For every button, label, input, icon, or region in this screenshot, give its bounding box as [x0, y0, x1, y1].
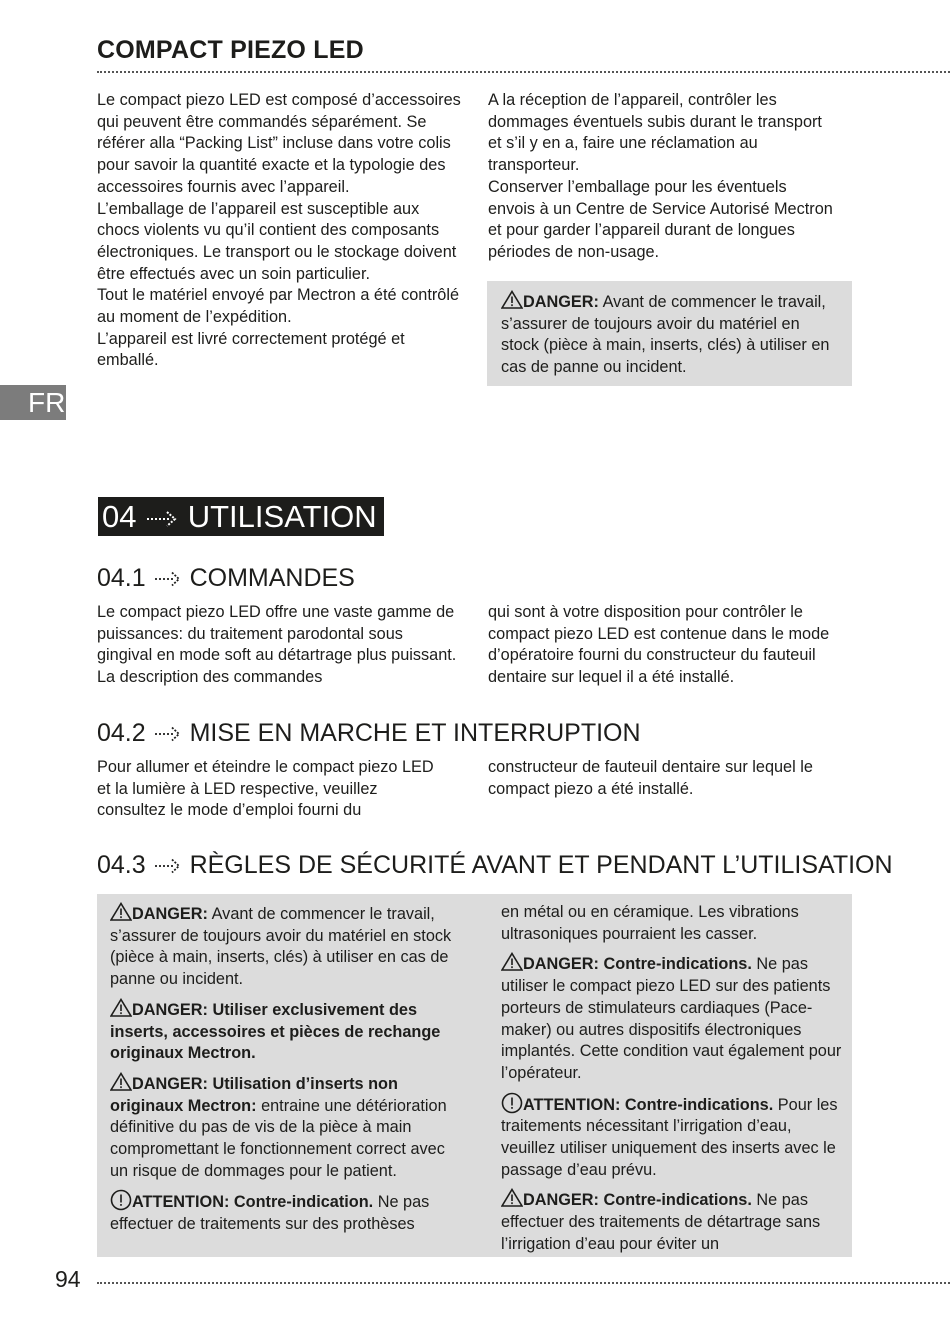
warning-icon: [501, 290, 523, 309]
intro-left-column: [97, 90, 462, 372]
mise-en-marche-right-text: constructeur de fauteuil dentaire sur lequel le compact piezo a été installé.: [488, 758, 813, 798]
notice-label: ATTENTION: Contre-indications.: [523, 1095, 774, 1114]
notice-text: entraine une détérioration définitive du pas de vis de la pièce à main compromettant le fonctionnement correct avec un risque de dommages pour le patient.: [110, 1096, 447, 1180]
section-header-bar: [98, 497, 384, 536]
intro-paragraph: L’appareil est livré correctement protégé et emballé.: [97, 329, 405, 370]
commandes-right-text: qui sont à votre disposition pour contrôler le compact piezo LED est contenue dans le mode d’opératoire fourni du constructeur du fauteuil dentaire sur lequel il a été installé.: [488, 603, 830, 687]
subsection-number: 04.2: [97, 719, 146, 747]
commandes-left-text: Le compact piezo LED offre une vaste gamme de puissances: du traitement parodontal sous gingival en mode soft au détartrage plus puissant. La description des commandes: [97, 603, 457, 687]
language-tab: FR: [0, 385, 66, 420]
intro-paragraph: Conserver l’emballage pour les éventuels envois à un Centre de Service Autorisé Mectron et pour garder l’appareil durant de longues périodes de non-usage.: [488, 177, 833, 261]
safety-rules-left-column: [110, 902, 455, 1243]
intro-paragraph: A la réception de l’appareil, contrôler les dommages éventuels subis durant le transport et s’il y en a, faire une réclamation au transporteur.: [488, 91, 822, 175]
notice-text: en métal ou en céramique. Les vibrations ultrasoniques pourraient les casser.: [501, 903, 799, 943]
notice-text: Avant de commencer le travail, s’assurer de toujours avoir du matériel en stock (pièce à main, inserts, clés) à utiliser en cas de panne ou incident.: [110, 905, 452, 989]
danger-notice-box: [487, 281, 852, 386]
dotted-arrow-icon: [153, 724, 183, 744]
danger-notice: [501, 952, 846, 1084]
notice-label: DANGER: Contre-indications.: [523, 1191, 752, 1210]
notice-text: Ne pas effectuer de traitements sur des prothèses: [110, 1193, 430, 1234]
subsection-title: MISE EN MARCHE ET INTERRUPTION: [189, 719, 641, 747]
notice-label: DANGER: Utilisation d’inserts non originaux Mectron:: [110, 1074, 398, 1115]
danger-notice: [501, 290, 841, 379]
warning-icon: [110, 1072, 132, 1091]
notice-label: DANGER: Utiliser exclusivement des inserts, accessoires et pièces de rechange originaux Mectron.: [110, 1000, 441, 1063]
danger-notice: [110, 998, 455, 1065]
notice-text: Ne pas effectuer des traitements de détartrage sans l’irrigation d’eau pour éviter un: [501, 1191, 821, 1253]
page-number: 94: [55, 1266, 81, 1292]
danger-text: Avant de commencer le travail, s’assurer de toujours avoir du matériel en stock (pièce à main, inserts, clés) à utiliser en cas de panne ou incident.: [501, 293, 830, 377]
section-number: 04: [102, 499, 137, 534]
notice-continuation: [501, 902, 846, 945]
dotted-arrow-icon: [153, 856, 183, 876]
page-title: COMPACT PIEZO LED: [97, 36, 364, 64]
danger-notice: [110, 1072, 455, 1183]
intro-right-column: [488, 90, 838, 264]
subsection-number: 04.1: [97, 564, 146, 592]
danger-notice: [110, 902, 455, 991]
attention-notice: [501, 1092, 846, 1182]
warning-icon: [110, 902, 132, 921]
dotted-arrow-icon: [145, 509, 179, 529]
subsection-number: 04.3: [97, 851, 146, 879]
subsection-heading-043: [97, 850, 893, 880]
attention-notice: [110, 1189, 455, 1235]
notice-label: DANGER: Contre-indications.: [523, 955, 752, 974]
safety-rules-right-column: [501, 902, 846, 1263]
intro-paragraph: Tout le matériel envoyé par Mectron a été contrôlé au moment de l’expédition.: [97, 286, 459, 327]
subsection-heading-041: [97, 563, 355, 593]
danger-notice: [501, 1188, 846, 1255]
danger-label: DANGER:: [523, 293, 599, 311]
mise-en-marche-left-text: Pour allumer et éteindre le compact piezo LED et la lumière à LED respective, veuillez consultez le mode d’emploi fourni du: [97, 758, 434, 820]
section-title: UTILISATION: [187, 499, 377, 534]
subsection-heading-042: [97, 718, 641, 748]
attention-icon: [110, 1189, 132, 1211]
warning-icon: [110, 998, 132, 1017]
dotted-divider-top: [97, 71, 950, 73]
notice-label: DANGER:: [132, 905, 208, 923]
notice-label: ATTENTION: Contre-indication.: [132, 1193, 374, 1212]
warning-icon: [501, 952, 523, 971]
dotted-divider-bottom: [97, 1282, 950, 1284]
safety-rules-box: [97, 894, 852, 1257]
notice-text: Ne pas utiliser le compact piezo LED sur des patients porteurs de stimulateurs cardiaques (Pace-maker) ou autres dispositifs électroniques implantés. Cette condition vaut également pour l’opérateur.: [501, 955, 842, 1082]
attention-icon: [501, 1092, 523, 1114]
dotted-arrow-icon: [153, 569, 183, 589]
subsection-title: RÈGLES DE SÉCURITÉ AVANT ET PENDANT L’UTILISATION: [189, 851, 893, 879]
warning-icon: [501, 1188, 523, 1207]
intro-paragraph: Le compact piezo LED est composé d’accessoires qui peuvent être commandés séparément. Se référer alla “Packing List” incluse dans votre colis pour savoir la quantité exacte et la typologie des accessoires fournis avec l’appareil.: [97, 91, 461, 196]
intro-paragraph: L’emballage de l’appareil est susceptible aux chocs violents vu qu’il contient des composants électroniques. Le transport ou le stockage doivent être effectués avec un soin particulier.: [97, 199, 457, 283]
notice-text: Pour les traitements nécessitant l’irrigation d’eau, veuillez utiliser uniquement des inserts avec le passage d’eau prévu.: [501, 1095, 838, 1179]
subsection-title: COMMANDES: [189, 564, 355, 592]
